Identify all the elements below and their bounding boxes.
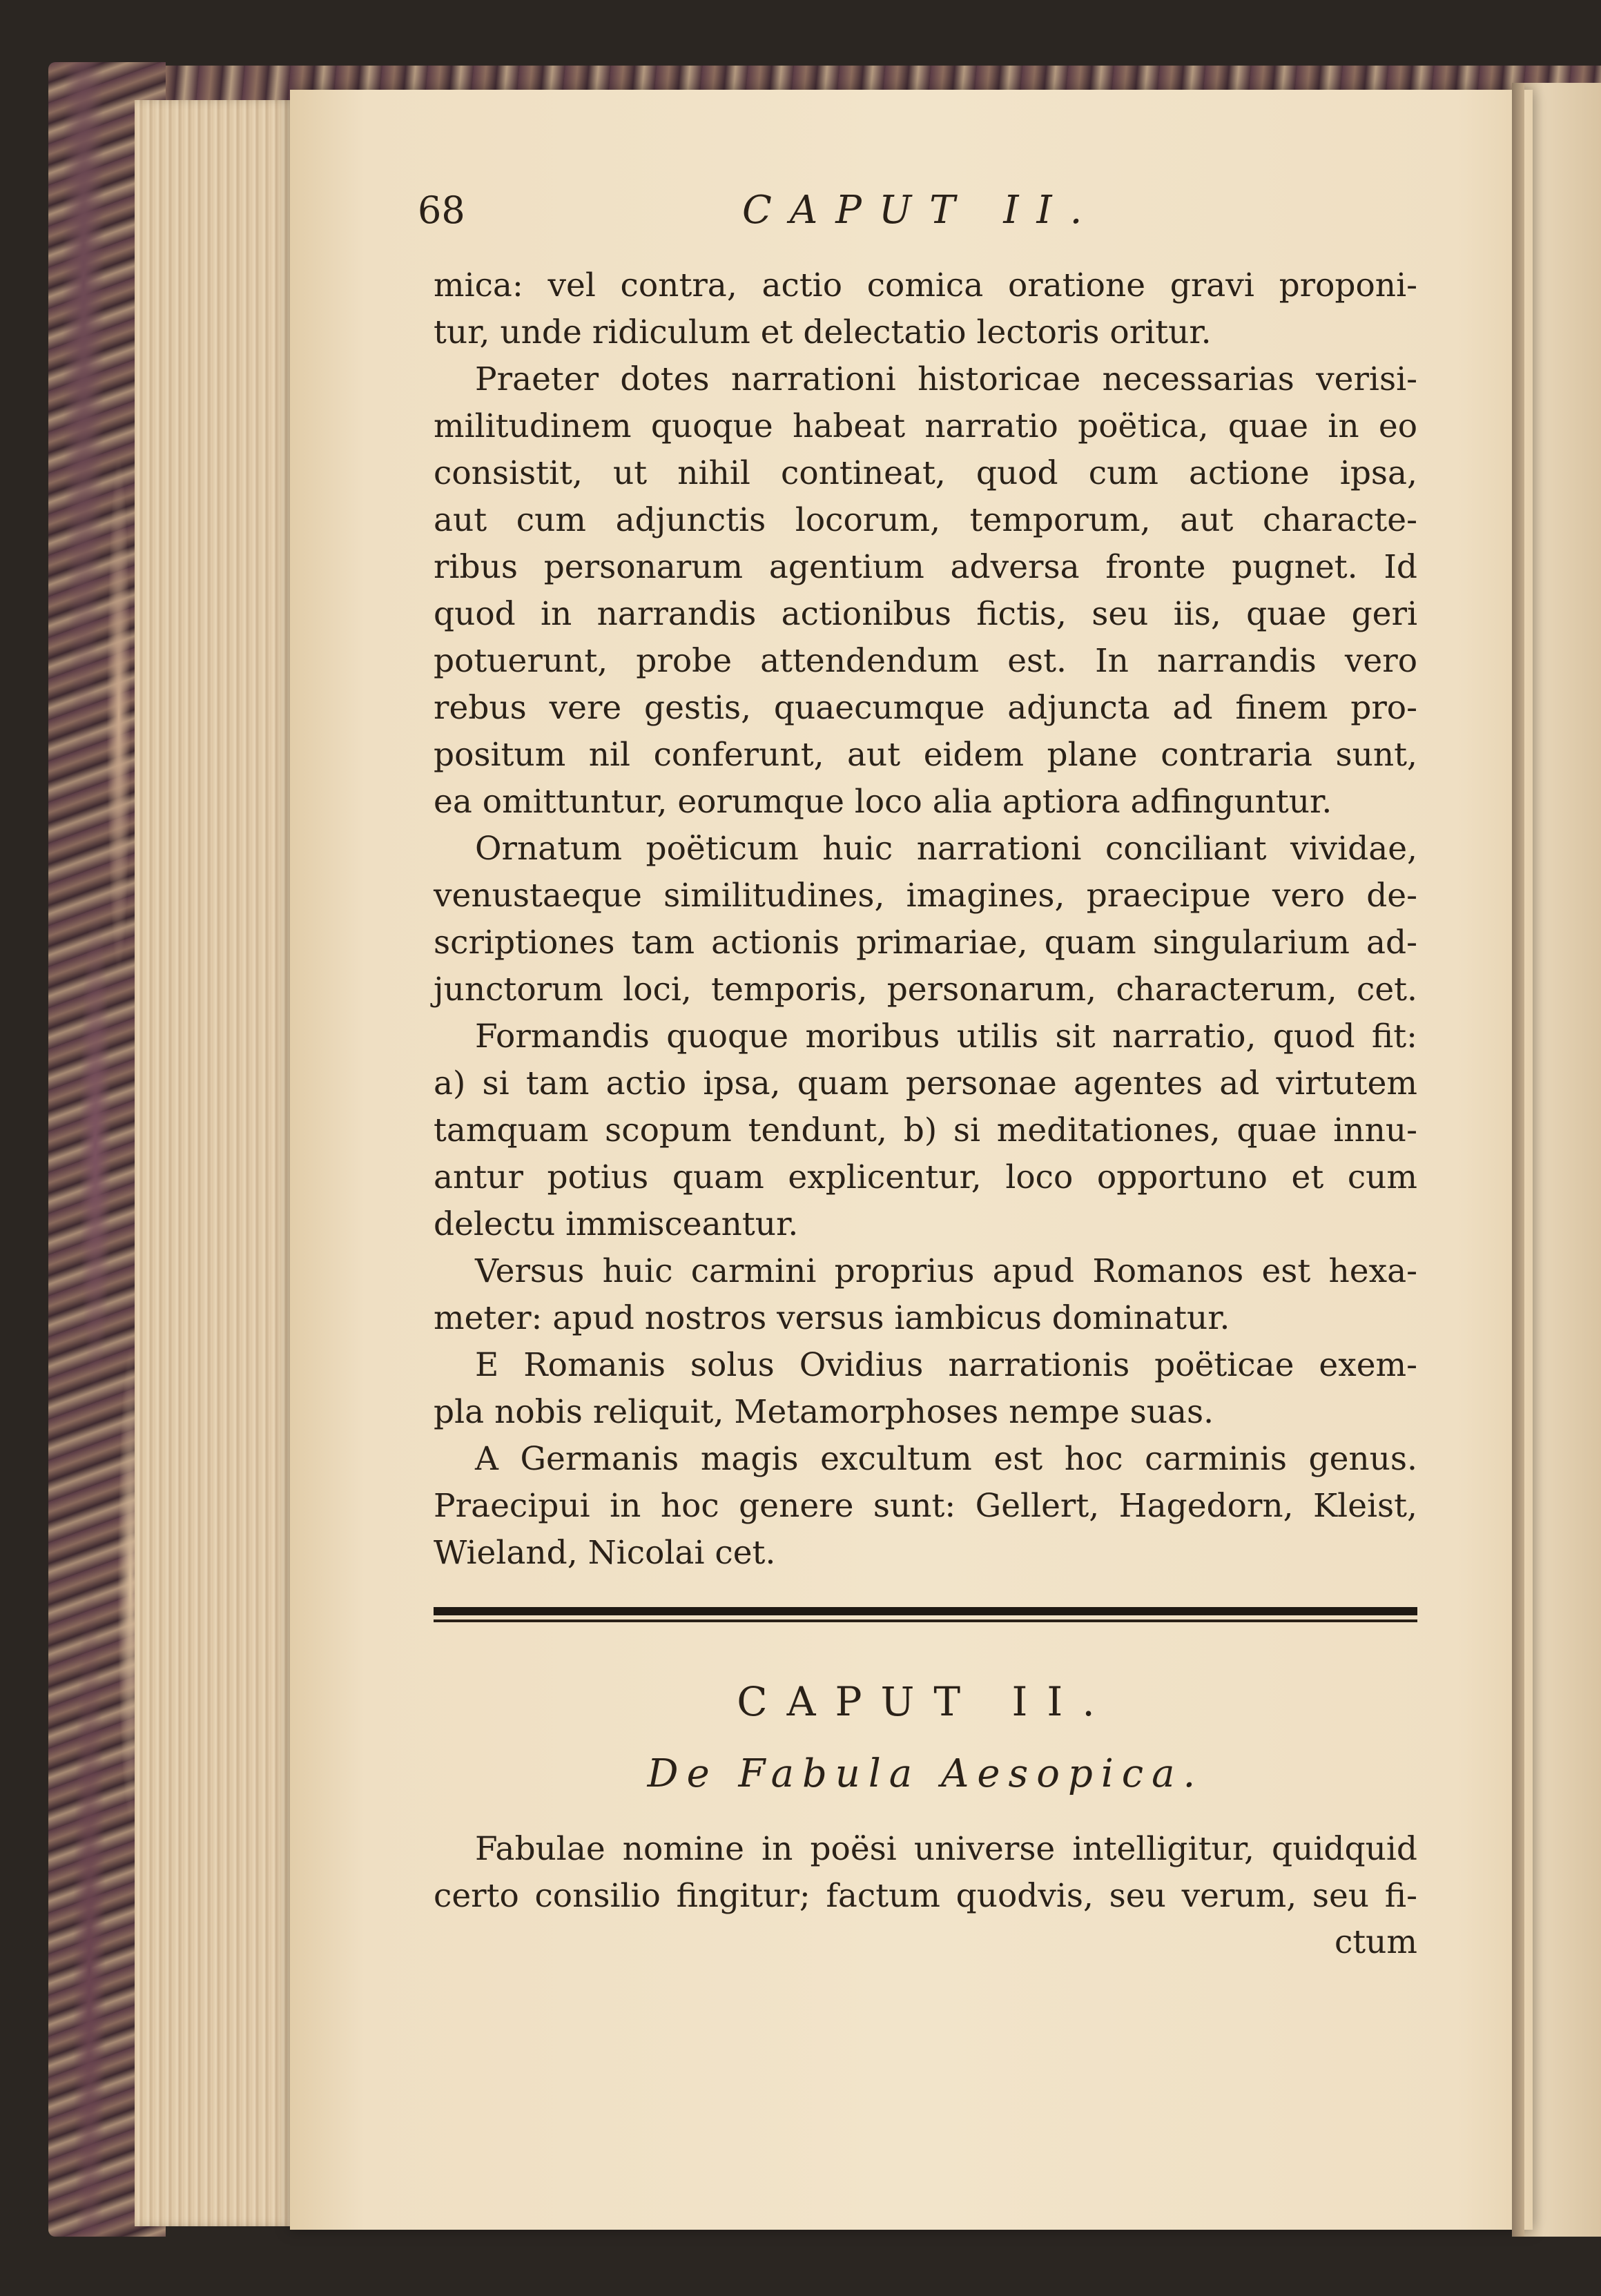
text-line: Fabulae nomine in poësi universe intelligitur, quidquid [475, 1830, 1417, 1868]
catchword: ctum [1334, 1923, 1417, 1961]
text-line: mica: vel contra, actio comica oratione gravi proponi- [434, 266, 1417, 304]
text-line: Formandis quoque moribus utilis sit narratio, quod fit: [475, 1018, 1417, 1055]
text-line: scriptiones tam actionis primariae, quam singularium ad- [434, 924, 1417, 962]
text-line: tur, unde ridiculum et delectatio lectoris oritur. [434, 313, 1212, 351]
text-line: potuerunt, probe attendendum est. In narrandis vero [434, 642, 1417, 680]
text-line: Praeter dotes narrationi historicae necessarias verisi- [475, 360, 1417, 398]
chapter-divider-rule [434, 1607, 1417, 1628]
page-number: 68 [418, 188, 465, 232]
text-line: A Germanis magis excultum est hoc carminis genus. [475, 1440, 1417, 1478]
text-line: quod in narrandis actionibus fictis, seu iis, quae geri [434, 595, 1417, 633]
text-line: junctorum loci, temporis, personarum, characterum, cet. [434, 971, 1417, 1009]
text-line: rebus vere gestis, quaecumque adjuncta ad finem pro- [434, 689, 1417, 727]
text-line: Wieland, Nicolai cet. [434, 1534, 776, 1572]
book-gutter [1512, 83, 1524, 2237]
text-line: E Romanis solus Ovidius narrationis poëticae exem- [475, 1346, 1417, 1384]
text-line: certo consilio fingitur; factum quodvis, seu verum, seu fi- [434, 1877, 1417, 1915]
chapter-heading: CAPUT II. [737, 1678, 1114, 1725]
text-line: tamquam scopum tendunt, b) si meditationes, quae innu- [434, 1111, 1417, 1149]
text-line: Praecipui in hoc genere sunt: Gellert, Hagedorn, Kleist, [434, 1487, 1417, 1525]
chapter-subtitle: De Fabula Aesopica. [647, 1751, 1204, 1796]
body-text [434, 262, 1417, 1577]
text-line: positum nil conferunt, aut eidem plane contraria sunt, [434, 736, 1417, 774]
text-line: militudinem quoque habeat narratio poëtica, quae in eo [434, 407, 1417, 445]
text-line: aut cum adjunctis locorum, temporum, aut characte- [434, 501, 1417, 539]
text-line: ribus personarum agentium adversa fronte pugnet. Id [434, 548, 1417, 586]
running-title: CAPUT II. [742, 188, 1100, 233]
page-stack-edges [135, 100, 307, 2226]
text-line: venustaeque similitudines, imagines, praecipue vero de- [434, 877, 1417, 915]
running-header [418, 183, 1419, 238]
divider-thick-line [434, 1607, 1417, 1615]
text-line: antur potius quam explicentur, loco opportuno et cum [434, 1158, 1417, 1196]
text-line: consistit, ut nihil contineat, quod cum actione ipsa, [434, 454, 1417, 492]
text-line: ea omittuntur, eorumque loco alia aptiora adfinguntur. [434, 783, 1332, 821]
text-line: Ornatum poëticum huic narrationi conciliant vividae, [475, 830, 1417, 868]
chapter-text [434, 1826, 1417, 1920]
text-line: meter: apud nostros versus iambicus dominatur. [434, 1299, 1230, 1337]
text-line: Versus huic carmini proprius apud Romanos est hexa- [475, 1252, 1417, 1290]
divider-thin-line [434, 1619, 1417, 1622]
text-line: delectu immisceantur. [434, 1205, 799, 1243]
text-line: pla nobis reliquit, Metamorphoses nempe suas. [434, 1393, 1214, 1431]
text-line: a) si tam actio ipsa, quam personae agentes ad virtutem [434, 1064, 1417, 1102]
